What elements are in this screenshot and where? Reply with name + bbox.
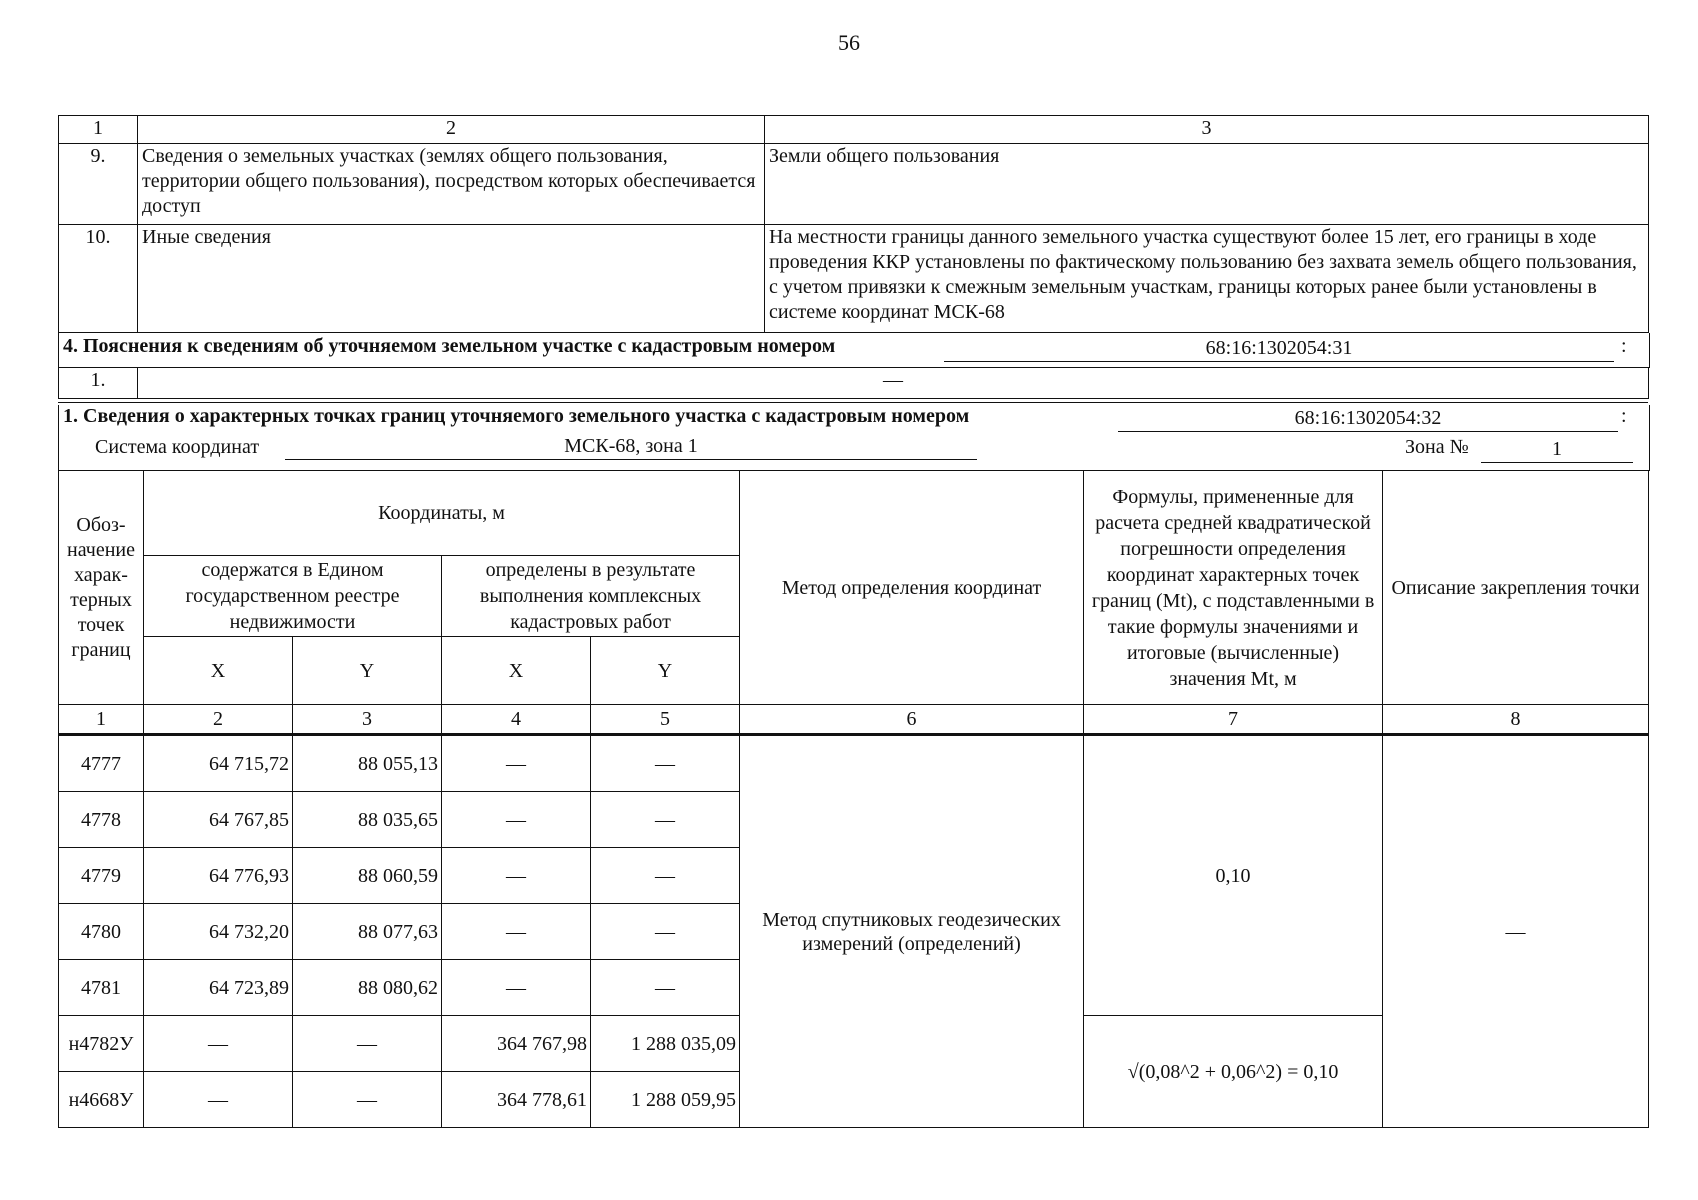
section-1-colon: :: [1621, 405, 1627, 427]
mt-value-1: 0,10: [1084, 735, 1383, 1016]
col-number: 5: [591, 705, 740, 735]
y-egrn: —: [293, 1072, 442, 1128]
mt-value-2: √(0,08^2 + 0,06^2) = 0,10: [1084, 1016, 1383, 1128]
x-kkr: —: [442, 792, 591, 848]
info-table: [58, 115, 1649, 333]
coord-system-label: Система координат: [95, 436, 260, 458]
section-4-row-1: [59, 368, 1649, 399]
y-kkr: 1 288 035,09: [591, 1016, 740, 1072]
header-x-egrn: X: [144, 637, 293, 705]
header-designation: Обоз-начение харак-терных точек границ: [59, 471, 144, 705]
header-y-kkr: Y: [591, 637, 740, 705]
y-egrn: 88 080,62: [293, 960, 442, 1016]
row-number: 10.: [59, 225, 138, 333]
page-number: 56: [838, 30, 860, 55]
method-value: Метод спутниковых геодезических измерений (определений): [740, 735, 1084, 1128]
x-egrn: —: [144, 1072, 293, 1128]
col-number: 7: [1084, 705, 1383, 735]
x-egrn: 64 776,93: [144, 848, 293, 904]
header-formulas: Формулы, примененные для расчета средней квадратической погрешности определения координат характерных точек границ (Mt), с подставленными в такие формулы значениями и итоговые (вычисленные) значения Mt, м: [1084, 471, 1383, 705]
col-number: 3: [293, 705, 442, 735]
col-header-2: 2: [138, 116, 765, 144]
section-4-colon: :: [1621, 335, 1627, 357]
y-kkr: —: [591, 904, 740, 960]
x-kkr: —: [442, 735, 591, 792]
boundary-points-table: [58, 470, 1649, 1128]
section-divider: [58, 402, 1648, 403]
y-egrn: 88 055,13: [293, 735, 442, 792]
section-4-title: 4. Пояснения к сведениям об уточняемом земельном участке с кадастровым номером: [63, 335, 836, 357]
col-header-1: 1: [59, 116, 138, 144]
y-egrn: —: [293, 1016, 442, 1072]
info-row-9: [59, 144, 1649, 225]
col-number: 2: [144, 705, 293, 735]
x-kkr: 364 778,61: [442, 1072, 591, 1128]
x-kkr: —: [442, 848, 591, 904]
info-row-10: [59, 225, 1649, 333]
row-value: На местности границы данного земельного участка существуют более 15 лет, его границы в ходе проведения ККР установлены по фактическому пользованию без захвата земель общего пользования, с учетом привязки к смежным земельным участкам, границы которых ранее были установлены в системе координат МСК-68: [765, 225, 1649, 333]
x-kkr: —: [442, 904, 591, 960]
row-label: Сведения о земельных участках (землях общего пользования, территории общего пользования), посредством которых обеспечивается доступ: [138, 144, 765, 225]
coord-system-value: МСК-68, зона 1: [285, 433, 977, 460]
header-method: Метод определения координат: [740, 471, 1084, 705]
col-number: 6: [740, 705, 1084, 735]
x-kkr: 364 767,98: [442, 1016, 591, 1072]
row-value: —: [138, 368, 1649, 399]
point-id: н4782У: [59, 1016, 144, 1072]
zone-value: 1: [1481, 436, 1633, 463]
y-kkr: 1 288 059,95: [591, 1072, 740, 1128]
point-id: 4781: [59, 960, 144, 1016]
header-coordinates: Координаты, м: [144, 471, 740, 556]
header-y-egrn: Y: [293, 637, 442, 705]
y-kkr: —: [591, 848, 740, 904]
section-1-cadastral-number: 68:16:1302054:32: [1118, 405, 1618, 432]
column-numbers-row: [59, 705, 1649, 735]
x-egrn: 64 732,20: [144, 904, 293, 960]
point-id: 4777: [59, 735, 144, 792]
row-number: 1.: [59, 368, 138, 399]
col-number: 4: [442, 705, 591, 735]
row-value: Земли общего пользования: [765, 144, 1649, 225]
x-egrn: —: [144, 1016, 293, 1072]
col-header-3: 3: [765, 116, 1649, 144]
zone-label: Зона №: [1405, 436, 1469, 458]
section-1-title: 1. Сведения о характерных точках границ уточняемого земельного участка с кадастровым номером: [63, 405, 970, 427]
col-number: 1: [59, 705, 144, 735]
header-fixing: Описание закрепления точки: [1383, 471, 1649, 705]
y-egrn: 88 077,63: [293, 904, 442, 960]
x-egrn: 64 715,72: [144, 735, 293, 792]
point-id: 4780: [59, 904, 144, 960]
fixing-value: —: [1383, 735, 1649, 1128]
row-label: Иные сведения: [138, 225, 765, 333]
header-row-1: [59, 471, 1649, 556]
table-row: [59, 735, 1649, 792]
y-egrn: 88 035,65: [293, 792, 442, 848]
x-egrn: 64 723,89: [144, 960, 293, 1016]
col-number: 8: [1383, 705, 1649, 735]
header-x-kkr: X: [442, 637, 591, 705]
x-kkr: —: [442, 960, 591, 1016]
y-kkr: —: [591, 960, 740, 1016]
point-id: н4668У: [59, 1072, 144, 1128]
x-egrn: 64 767,85: [144, 792, 293, 848]
header-egrn: содержатся в Едином государственном реестре недвижимости: [144, 556, 442, 637]
section-1-header: [58, 405, 1650, 471]
header-kkr: определены в результате выполнения комплексных кадастровых работ: [442, 556, 740, 637]
point-id: 4778: [59, 792, 144, 848]
y-egrn: 88 060,59: [293, 848, 442, 904]
row-number: 9.: [59, 144, 138, 225]
y-kkr: —: [591, 792, 740, 848]
section-4-cadastral-number: 68:16:1302054:31: [944, 335, 1614, 362]
section-4-header: [58, 333, 1650, 368]
section-4-table: [58, 367, 1649, 399]
point-id: 4779: [59, 848, 144, 904]
info-header-row: [59, 116, 1649, 144]
y-kkr: —: [591, 735, 740, 792]
